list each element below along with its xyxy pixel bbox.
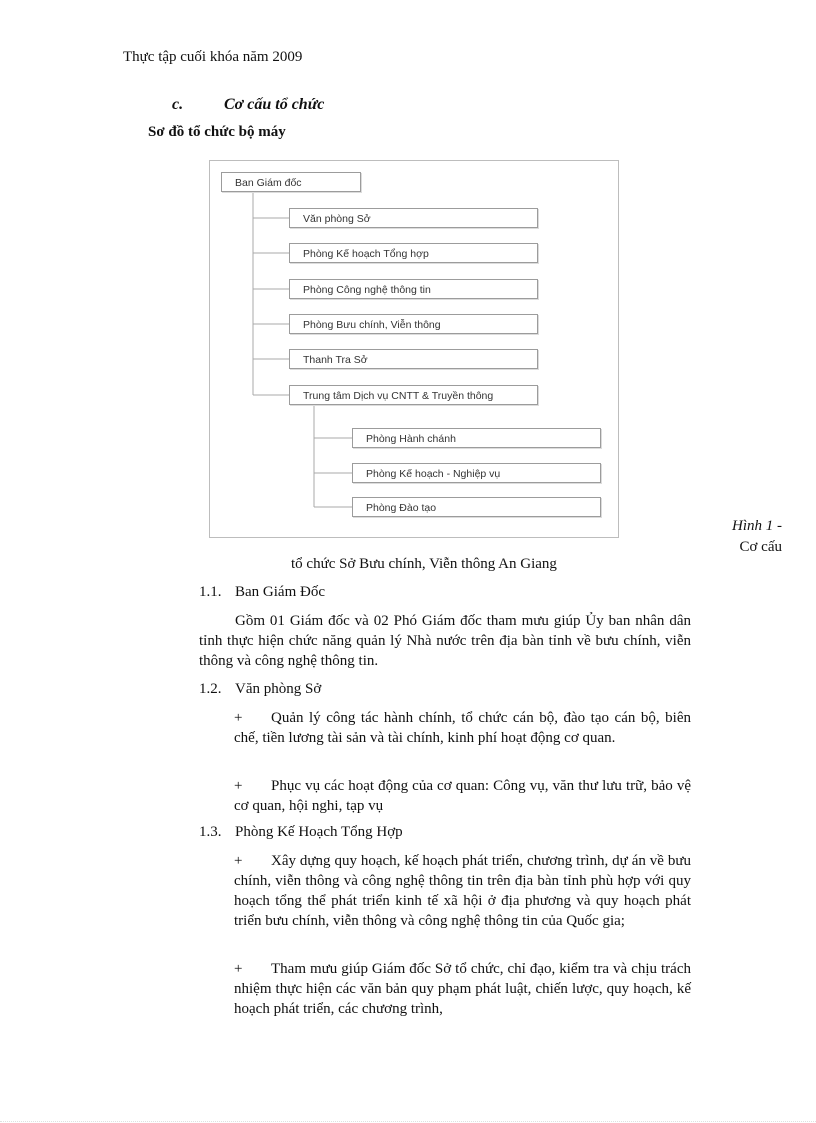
- org-box-center-unit: Phòng Hành chánh: [352, 428, 601, 448]
- bullet-item: [234, 959, 691, 1019]
- bullet-text: Tham mưu giúp Giám đốc Sở tổ chức, chỉ đạo, kiểm tra và chịu trách nhiệm thực hiện các văn bản quy phạm phát luật, chiến lược, quy hoạch, kế hoạch phát triển, các chương trình,: [234, 961, 691, 1017]
- org-chart-heading: Sơ đồ tổ chức bộ máy: [148, 124, 286, 140]
- bullet-item: [234, 776, 691, 816]
- org-chart: [209, 160, 619, 538]
- org-box-board-of-directors: Ban Giám đốc: [221, 172, 361, 192]
- bullet-item: [234, 851, 691, 931]
- org-box-dept: Phòng Công nghệ thông tin: [289, 279, 538, 299]
- figure-caption-line3: tổ chức Sở Bưu chính, Viễn thông An Giang: [291, 556, 557, 572]
- paragraph-text: Gồm 01 Giám đốc và 02 Phó Giám đốc tham mưu giúp Ủy ban nhân dân tỉnh thực hiện chức năng quản lý Nhà nước trên địa bàn tỉnh về bưu chính, viễn thông và công nghệ thông tin.: [199, 613, 691, 669]
- figure-caption-label: Hình 1 -: [732, 518, 782, 534]
- section-paragraph: [199, 611, 691, 671]
- figure-caption-side: [712, 516, 782, 558]
- org-box-dept: Văn phòng Sở: [289, 208, 538, 228]
- page-bottom-divider: [0, 1121, 816, 1122]
- bullet-item: [234, 708, 691, 748]
- org-box-dept: Thanh Tra Sở: [289, 349, 538, 369]
- bullet-text: Phục vụ các hoạt động của cơ quan: Công vụ, văn thư lưu trữ, bảo vệ cơ quan, hội nghi, tạp vụ: [234, 778, 691, 814]
- org-box-center-unit: Phòng Kế hoạch - Nghiệp vụ: [352, 463, 601, 483]
- figure-caption-line2: Cơ cấu: [739, 539, 782, 555]
- section-c-letter: c.: [172, 96, 184, 113]
- org-box-dept: Phòng Kế hoạch Tổng hợp: [289, 243, 538, 263]
- section-number: 1.3.: [199, 824, 222, 840]
- bullet-text: Xây dựng quy hoạch, kế hoạch phát triển, chương trình, dự án về bưu chính, viễn thông và công nghệ thông tin trên địa bàn tỉnh phù hợp với quy hoạch tổng thể phát triển kinh tế xã hội ở địa phương và quy hoạch phát triển bưu chính, viễn thông và công nghệ thông tin của Quốc gia;: [234, 853, 691, 929]
- section-c-heading: [172, 96, 325, 114]
- section-number: 1.2.: [199, 681, 222, 697]
- bullet-plus: +: [234, 778, 243, 794]
- org-box-dept: Trung tâm Dịch vụ CNTT & Truyền thông: [289, 385, 538, 405]
- bullet-text: Quản lý công tác hành chính, tổ chức cán bộ, đào tạo cán bộ, biên chế, tiền lương tài sản và tài chính, kinh phí hoạt động cơ quan.: [234, 710, 691, 746]
- bullet-plus: +: [234, 961, 243, 977]
- section-number: 1.1.: [199, 584, 222, 600]
- org-box-dept: Phòng Bưu chính, Viễn thông: [289, 314, 538, 334]
- section-heading: [199, 584, 325, 601]
- section-title: Văn phòng Sở: [235, 681, 322, 697]
- bullet-plus: +: [234, 710, 243, 726]
- bullet-plus: +: [234, 853, 243, 869]
- section-heading: [199, 824, 403, 841]
- section-heading: [199, 681, 321, 698]
- page-header: Thực tập cuối khóa năm 2009: [123, 49, 303, 65]
- org-box-center-unit: Phòng Đào tạo: [352, 497, 601, 517]
- section-title: Ban Giám Đốc: [235, 584, 325, 600]
- section-title: Phòng Kế Hoạch Tổng Hợp: [235, 824, 403, 840]
- section-c-title: Cơ cấu tổ chức: [224, 96, 325, 113]
